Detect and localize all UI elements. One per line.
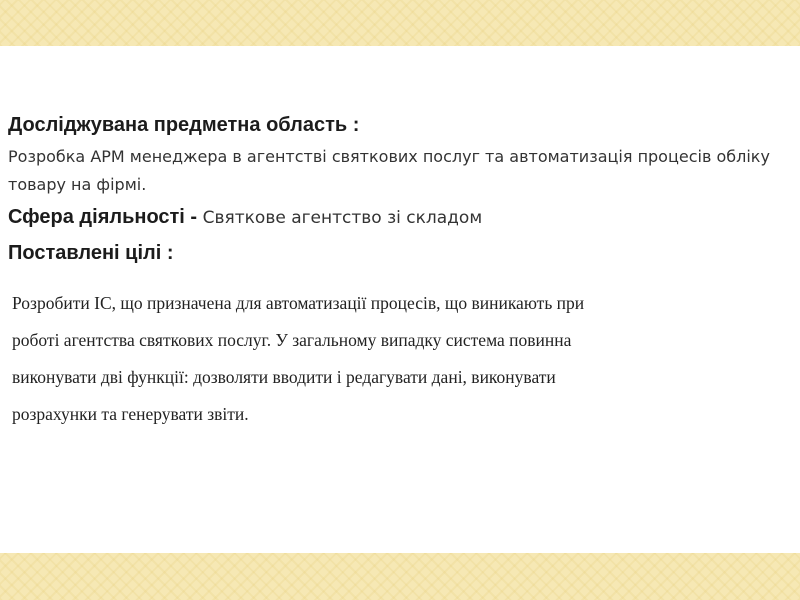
subject-area-heading: Досліджувана предметна область : [8, 114, 360, 136]
goals-line: роботі агентства святкових послуг. У загальному випадку система повинна [12, 330, 572, 350]
sphere-label: Сфера діяльності - [8, 206, 203, 228]
sphere-heading [8, 206, 482, 229]
goals-line: Розробити ІС, що призначена для автоматизації процесів, що виникають при [12, 293, 585, 313]
goals-line: виконувати дві функції: дозволяти вводити і редагувати дані, виконувати [12, 367, 556, 387]
slide-content [0, 46, 800, 553]
top-decorative-band [0, 0, 800, 46]
sphere-value: Святкове агентство зі складом [202, 208, 483, 228]
goals-text [12, 285, 752, 433]
subject-area-text: Розробка АРМ менеджера в агентстві святкових послуг та автоматизація процесів обліку товару на фірмі. [8, 147, 770, 194]
bottom-decorative-band [0, 553, 800, 600]
goals-heading: Поставлені цілі : [8, 242, 174, 264]
goals-line: розрахунки та генерувати звіти. [12, 404, 249, 424]
